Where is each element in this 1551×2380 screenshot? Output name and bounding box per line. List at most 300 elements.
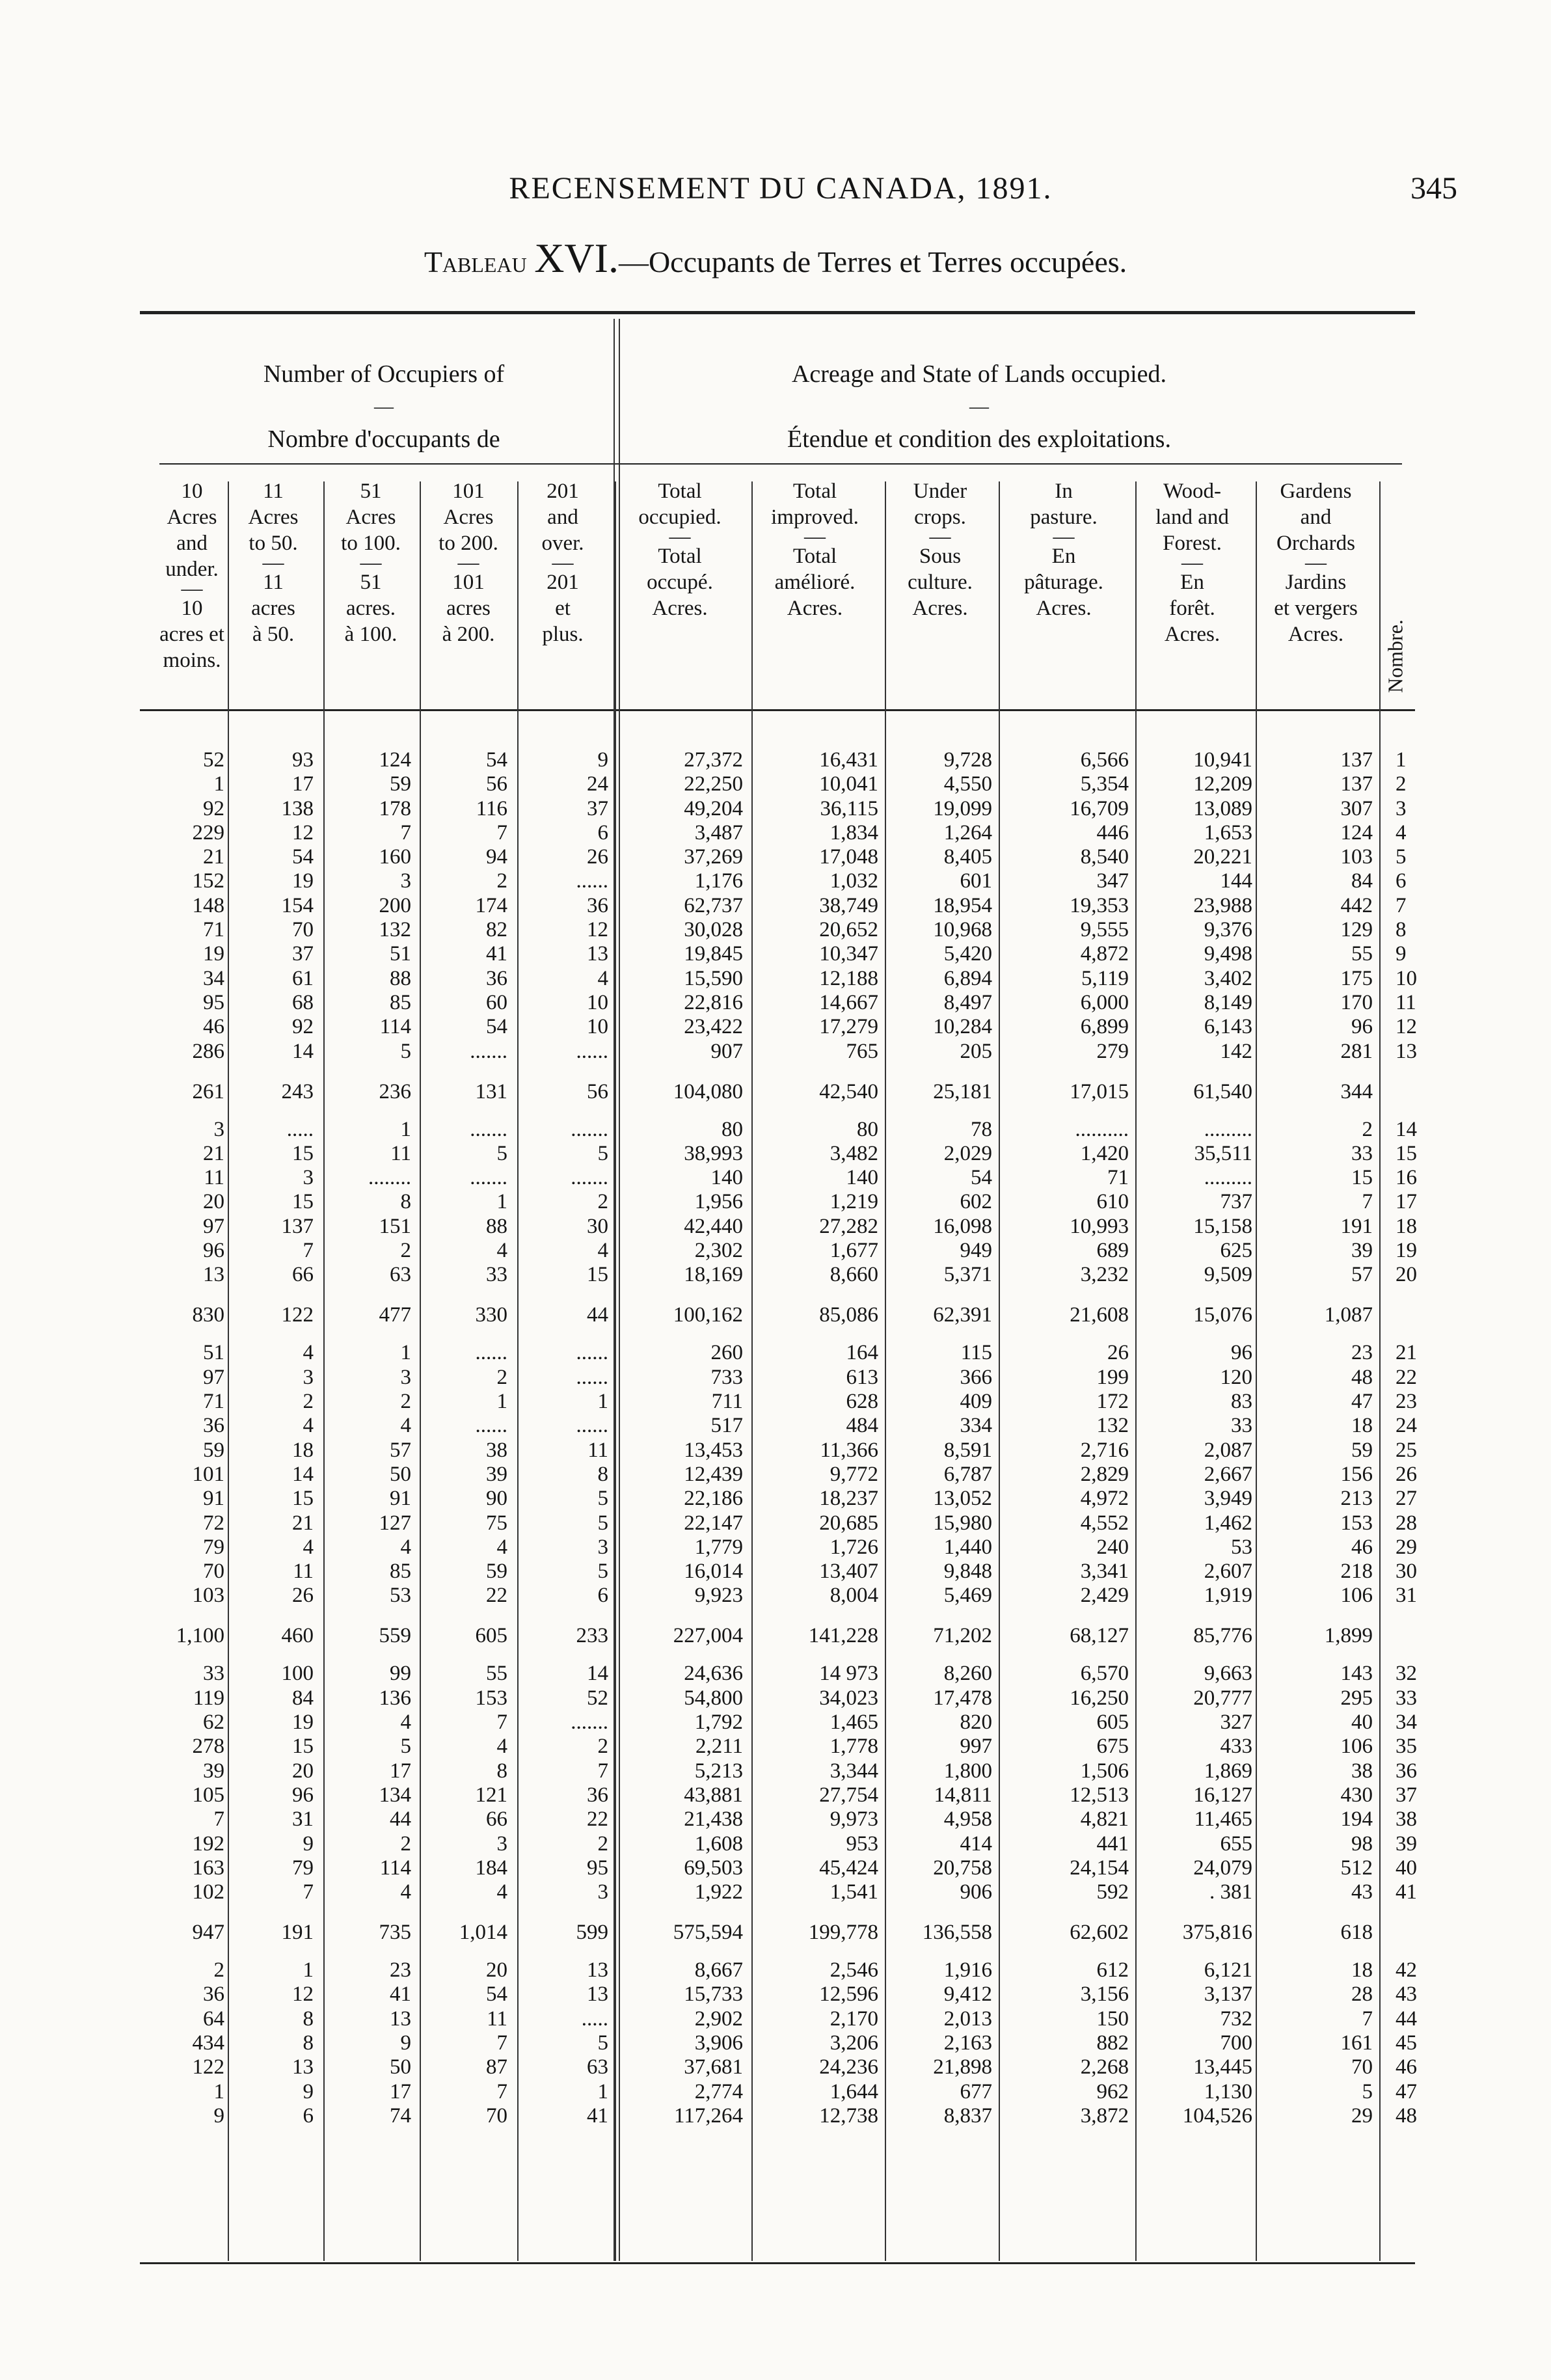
table-cell: 69,503 — [684, 1856, 743, 1880]
column-header-dash: — — [181, 577, 203, 601]
table-row — [0, 1511, 1551, 1535]
table-cell: 907 — [710, 1040, 743, 1063]
table-cell: 24,236 — [819, 2055, 878, 2079]
table-row — [0, 1040, 1551, 1063]
table-cell: 12 — [292, 821, 314, 845]
table-cell: 433 — [1220, 1735, 1252, 1758]
column-header-en-line: and — [176, 532, 208, 555]
acreage-group-header — [621, 348, 1337, 465]
table-cell: 95 — [203, 991, 224, 1014]
table-cell: 97 — [203, 1215, 224, 1238]
table-cell: 5 — [496, 1142, 507, 1165]
row-number: 42 — [1396, 1958, 1417, 1982]
table-cell: 91 — [390, 1487, 411, 1510]
table-row — [0, 1390, 1551, 1413]
table-cell: 517 — [710, 1414, 743, 1437]
table-total-row — [0, 1624, 1551, 1647]
table-cell: 106 — [1340, 1735, 1373, 1758]
table-cell: 37 — [587, 797, 608, 820]
table-cell: 24,079 — [1193, 1856, 1252, 1880]
table-cell: 16,431 — [819, 748, 878, 772]
table-cell: 64 — [203, 2007, 224, 2031]
table-cell: 52 — [203, 748, 224, 772]
table-cell: 1,800 — [943, 1759, 992, 1783]
table-cell: 1,834 — [829, 821, 878, 845]
table-total-row — [0, 1921, 1551, 1944]
table-cell: 307 — [1340, 797, 1373, 820]
row-number: 43 — [1396, 1982, 1417, 2006]
table-cell: 59 — [203, 1439, 224, 1462]
table-cell: 559 — [379, 1624, 411, 1647]
table-cell: 124 — [379, 748, 411, 772]
table-cell: 132 — [379, 918, 411, 941]
table-cell: 37,681 — [684, 2055, 743, 2079]
table-cell: 4 — [400, 1711, 411, 1734]
table-cell: 41 — [587, 2104, 608, 2128]
column-header-fr-line: Total — [792, 545, 837, 568]
table-cell: ...... — [475, 1341, 507, 1364]
table-cell: 3,402 — [1204, 967, 1252, 990]
table-caption: —Occupants de Terres et Terres occupées. — [618, 245, 1127, 278]
column-header-en-line: Gardens — [1280, 480, 1352, 503]
table-cell: 1,465 — [829, 1711, 878, 1734]
table-cell: 733 — [710, 1366, 743, 1389]
table-cell: 174 — [475, 894, 507, 917]
table-cell: 962 — [1096, 2080, 1129, 2103]
column-header-en-line: to 100. — [341, 532, 401, 555]
table-cell: 227,004 — [673, 1624, 743, 1647]
table-cell: 12,513 — [1070, 1783, 1129, 1807]
column-header-fr-line: amélioré. — [774, 571, 856, 594]
table-cell: 131 — [475, 1080, 507, 1103]
table-cell: ......... — [1204, 1118, 1252, 1141]
row-number: 29 — [1396, 1535, 1417, 1559]
table-cell: 200 — [379, 894, 411, 917]
column-header-en-line: Acres — [167, 506, 217, 529]
table-cell: 21,438 — [684, 1807, 743, 1831]
table-cell: 9,923 — [694, 1584, 743, 1607]
table-cell: 21 — [203, 845, 224, 869]
table-cell: 87 — [486, 2055, 507, 2079]
row-number: 36 — [1396, 1759, 1417, 1783]
table-cell: 2 — [400, 1390, 411, 1413]
table-cell: 4,872 — [1080, 942, 1129, 966]
table-cell: 830 — [192, 1303, 224, 1327]
table-cell: 10 — [587, 991, 608, 1014]
table-cell: 9 — [213, 2104, 224, 2128]
row-number: 18 — [1396, 1215, 1417, 1238]
column-header — [1256, 478, 1376, 647]
table-cell: 2 — [1362, 1118, 1373, 1141]
table-cell: 153 — [475, 1686, 507, 1710]
table-cell: ....... — [571, 1166, 608, 1189]
table-cell: 12,188 — [819, 967, 878, 990]
table-row — [0, 1958, 1551, 1982]
table-cell: 15,076 — [1193, 1303, 1252, 1327]
column-header-dash: — — [262, 551, 284, 575]
table-row — [0, 1783, 1551, 1807]
table-cell: 3 — [597, 1880, 608, 1904]
table-row — [0, 1735, 1551, 1758]
table-cell: 3 — [496, 1832, 507, 1856]
row-number: 48 — [1396, 2104, 1417, 2128]
table-cell: 18,169 — [684, 1263, 743, 1286]
table-cell: 17 — [390, 1759, 411, 1783]
table-cell: 8,260 — [943, 1662, 992, 1685]
column-header-en-line: Orchards — [1276, 532, 1355, 555]
column-header-fr-line: Acres. — [1164, 623, 1221, 646]
table-cell: 14 — [587, 1662, 608, 1685]
table-cell: 3 — [400, 1366, 411, 1389]
table-cell: 765 — [846, 1040, 878, 1063]
table-cell: ...... — [576, 1414, 608, 1437]
table-cell: 261 — [192, 1080, 224, 1103]
table-cell: 68,127 — [1070, 1624, 1129, 1647]
table-cell: 48 — [1351, 1366, 1373, 1389]
table-cell: 3,137 — [1204, 1982, 1252, 2006]
table-cell: 55 — [486, 1662, 507, 1685]
table-cell: 2,302 — [694, 1239, 743, 1262]
table-cell: 104,526 — [1182, 2104, 1252, 2128]
table-row — [0, 1584, 1551, 1607]
row-number: 9 — [1396, 942, 1407, 966]
table-row — [0, 772, 1551, 796]
table-row — [0, 1711, 1551, 1734]
column-header-fr-line: 10 — [181, 597, 203, 620]
table-row — [0, 1880, 1551, 1904]
table-cell: 10,993 — [1070, 1215, 1129, 1238]
table-cell: 24 — [587, 772, 608, 796]
row-number: 14 — [1396, 1118, 1417, 1141]
bottom-rule — [140, 2262, 1415, 2264]
column-header-en-line: crops. — [914, 506, 966, 529]
table-cell: 17,048 — [819, 845, 878, 869]
table-title — [0, 234, 1551, 282]
table-cell: 19,099 — [933, 797, 992, 820]
row-number: 21 — [1396, 1341, 1417, 1364]
row-number: 39 — [1396, 1832, 1417, 1856]
table-cell: 93 — [292, 748, 314, 772]
table-cell: 51 — [390, 942, 411, 966]
occupiers-header-fr: Nombre d'occupants de — [267, 426, 500, 453]
table-cell: 1 — [400, 1118, 411, 1141]
table-cell: 15,980 — [933, 1511, 992, 1535]
table-cell: 37 — [292, 942, 314, 966]
table-cell: 5 — [597, 2031, 608, 2055]
table-cell: 2,774 — [694, 2080, 743, 2103]
table-cell: 82 — [486, 918, 507, 941]
table-cell: 6,570 — [1080, 1662, 1129, 1685]
table-cell: 20 — [486, 1958, 507, 1982]
row-number: 1 — [1396, 748, 1407, 772]
table-cell: 9,848 — [943, 1560, 992, 1583]
table-cell: 3,906 — [694, 2031, 743, 2055]
table-cell: 213 — [1340, 1487, 1373, 1510]
column-header-en-line: under. — [165, 558, 219, 581]
table-cell: 54 — [292, 845, 314, 869]
table-cell: 625 — [1220, 1239, 1252, 1262]
table-cell: 1,869 — [1204, 1759, 1252, 1783]
table-cell: 735 — [379, 1921, 411, 1944]
column-header-en-line: 51 — [360, 480, 382, 503]
table-cell: 22,147 — [684, 1511, 743, 1535]
table-cell: 79 — [292, 1856, 314, 1880]
table-cell: 15,733 — [684, 1982, 743, 2006]
table-cell: 1,440 — [943, 1535, 992, 1559]
table-cell: 1,956 — [694, 1190, 743, 1213]
table-cell: 3 — [303, 1366, 314, 1389]
table-cell: 23,988 — [1193, 894, 1252, 917]
row-number: 41 — [1396, 1880, 1417, 1904]
row-number: 7 — [1396, 894, 1407, 917]
table-cell: 1,130 — [1204, 2080, 1252, 2103]
table-cell: 12,439 — [684, 1463, 743, 1486]
table-cell: 24,154 — [1070, 1856, 1129, 1880]
row-number: 47 — [1396, 2080, 1417, 2103]
column-header-en-line: Acres — [248, 506, 299, 529]
table-cell: 409 — [960, 1390, 992, 1413]
row-number: 35 — [1396, 1735, 1417, 1758]
table-cell: 2,268 — [1080, 2055, 1129, 2079]
table-cell: 17 — [292, 772, 314, 796]
table-cell: 83 — [1231, 1390, 1252, 1413]
table-row — [0, 1263, 1551, 1286]
column-header-fr-line: Jardins — [1285, 571, 1347, 594]
table-cell: 172 — [1096, 1390, 1129, 1413]
table-cell: 151 — [379, 1215, 411, 1238]
table-cell: 14 — [292, 1040, 314, 1063]
table-cell: 40 — [1351, 1711, 1373, 1734]
column-header-en-line: land and — [1155, 506, 1229, 529]
table-cell: 4,958 — [943, 1807, 992, 1831]
table-cell: 46 — [1351, 1535, 1373, 1559]
table-cell: 1,779 — [694, 1535, 743, 1559]
table-cell: 20,685 — [819, 1511, 878, 1535]
table-cell: 906 — [960, 1880, 992, 1904]
table-row — [0, 1215, 1551, 1238]
table-cell: 19 — [203, 942, 224, 966]
column-header-en-line: to 50. — [249, 532, 298, 555]
table-cell: 11 — [390, 1142, 411, 1165]
column-header-en-line: occupied. — [638, 506, 722, 529]
table-cell: 191 — [1340, 1215, 1373, 1238]
row-number: 40 — [1396, 1856, 1417, 1880]
table-cell: 233 — [576, 1624, 608, 1647]
table-cell: 4,550 — [943, 772, 992, 796]
column-header-dash: — — [929, 525, 951, 548]
table-cell: 137 — [1340, 772, 1373, 796]
table-cell: 334 — [960, 1414, 992, 1437]
table-cell: 4 — [597, 1239, 608, 1262]
table-cell: 43,881 — [684, 1783, 743, 1807]
table-cell: 23 — [390, 1958, 411, 1982]
table-cell: 84 — [292, 1686, 314, 1710]
row-number: 12 — [1396, 1015, 1417, 1038]
table-cell: 20 — [292, 1759, 314, 1783]
table-cell: 612 — [1096, 1958, 1129, 1982]
table-cell: 1 — [597, 1390, 608, 1413]
table-cell: .......... — [1075, 1118, 1129, 1141]
table-cell: 54 — [971, 1166, 992, 1189]
table-row — [0, 1414, 1551, 1437]
table-cell: 240 — [1096, 1535, 1129, 1559]
table-cell: 4,552 — [1080, 1511, 1129, 1535]
table-cell: 103 — [192, 1584, 224, 1607]
top-rule — [140, 311, 1415, 314]
table-cell: 15 — [292, 1487, 314, 1510]
table-cell: 15 — [292, 1190, 314, 1213]
table-row — [0, 1015, 1551, 1038]
table-cell: 42,440 — [684, 1215, 743, 1238]
table-cell: 13 — [390, 2007, 411, 2031]
table-cell: 15 — [1351, 1166, 1373, 1189]
table-cell: 17,015 — [1070, 1080, 1129, 1103]
table-cell: 10,968 — [933, 918, 992, 941]
table-cell: 575,594 — [673, 1921, 743, 1944]
table-cell: 605 — [475, 1624, 507, 1647]
table-cell: 13 — [292, 2055, 314, 2079]
table-cell: 618 — [1340, 1921, 1373, 1944]
table-cell: 120 — [1220, 1366, 1252, 1389]
table-cell: ...... — [576, 869, 608, 893]
table-cell: 602 — [960, 1190, 992, 1213]
table-cell: 20,758 — [933, 1856, 992, 1880]
table-cell: 54 — [486, 748, 507, 772]
table-cell: 13,445 — [1193, 2055, 1252, 2079]
table-cell: 4 — [597, 967, 608, 990]
table-cell: 6,121 — [1204, 1958, 1252, 1982]
table-cell: 3,341 — [1080, 1560, 1129, 1583]
table-cell: 75 — [486, 1511, 507, 1535]
table-cell: 13 — [587, 1958, 608, 1982]
table-cell: 178 — [379, 797, 411, 820]
table-cell: 103 — [1340, 845, 1373, 869]
table-cell: 949 — [960, 1239, 992, 1262]
row-number: 5 — [1396, 845, 1407, 869]
table-cell: 5,420 — [943, 942, 992, 966]
table-cell: 34,023 — [819, 1686, 878, 1710]
table-cell: 68 — [292, 991, 314, 1014]
column-header-en-line: 201 — [546, 480, 579, 503]
table-cell: 9,663 — [1204, 1662, 1252, 1685]
table-cell: 70 — [1351, 2055, 1373, 2079]
row-number: 27 — [1396, 1487, 1417, 1510]
table-cell: 36 — [587, 894, 608, 917]
table-cell: 12,209 — [1193, 772, 1252, 796]
table-cell: 2,429 — [1080, 1584, 1129, 1607]
table-cell: 3 — [400, 869, 411, 893]
table-cell: ..... — [581, 2007, 608, 2031]
table-cell: 711 — [711, 1390, 743, 1413]
row-number: 30 — [1396, 1560, 1417, 1583]
table-cell: 732 — [1220, 2007, 1252, 2031]
row-number: 24 — [1396, 1414, 1417, 1437]
table-cell: 105 — [192, 1783, 224, 1807]
table-cell: 25,181 — [933, 1080, 992, 1103]
table-cell: 63 — [390, 1263, 411, 1286]
table-row — [0, 1487, 1551, 1510]
table-row — [0, 1535, 1551, 1559]
table-cell: 160 — [379, 845, 411, 869]
table-cell: 20,777 — [1193, 1686, 1252, 1710]
table-cell: 1,087 — [1324, 1303, 1373, 1327]
row-number: 31 — [1396, 1584, 1417, 1607]
table-cell: 4 — [400, 1535, 411, 1559]
table-cell: 628 — [846, 1390, 878, 1413]
table-cell: 80 — [722, 1118, 743, 1141]
table-row — [0, 1166, 1551, 1189]
table-cell: 51 — [203, 1341, 224, 1364]
table-cell: 27,282 — [819, 1215, 878, 1238]
table-cell: 13,407 — [819, 1560, 878, 1583]
row-number: 45 — [1396, 2031, 1417, 2055]
row-number: 38 — [1396, 1807, 1417, 1831]
table-row — [0, 894, 1551, 917]
table-cell: 92 — [203, 797, 224, 820]
row-number: 6 — [1396, 869, 1407, 893]
table-cell: 8,497 — [943, 991, 992, 1014]
table-cell: 3 — [303, 1166, 314, 1189]
table-row — [0, 1686, 1551, 1710]
table-cell: 5 — [597, 1511, 608, 1535]
table-cell: 953 — [846, 1832, 878, 1856]
table-cell: 96 — [1351, 1015, 1373, 1038]
table-cell: 4 — [496, 1239, 507, 1262]
table-row — [0, 1118, 1551, 1141]
table-cell: 5 — [400, 1040, 411, 1063]
table-cell: 63 — [587, 2055, 608, 2079]
table-cell: 127 — [379, 1511, 411, 1535]
table-cell: ..... — [286, 1118, 314, 1141]
table-row — [0, 797, 1551, 820]
row-number: 2 — [1396, 772, 1407, 796]
table-cell: 12,596 — [819, 1982, 878, 2006]
table-cell: 71 — [203, 918, 224, 941]
table-cell: 38 — [1351, 1759, 1373, 1783]
table-cell: 13 — [203, 1263, 224, 1286]
column-header — [615, 478, 745, 621]
column-header-en-line: 11 — [263, 480, 284, 503]
table-cell: 6,899 — [1080, 1015, 1129, 1038]
table-cell: 15,158 — [1193, 1215, 1252, 1238]
table-row — [0, 2055, 1551, 2079]
table-cell: 153 — [1340, 1511, 1373, 1535]
acreage-header-en: Acreage and State of Lands occupied. — [791, 360, 1167, 388]
table-cell: 100,162 — [673, 1303, 743, 1327]
table-row — [0, 942, 1551, 966]
table-cell: 106 — [1340, 1584, 1373, 1607]
table-row — [0, 991, 1551, 1014]
table-row — [0, 1239, 1551, 1262]
table-cell: 5 — [1362, 2080, 1373, 2103]
table-cell: 1,608 — [694, 1832, 743, 1856]
table-cell: 21,608 — [1070, 1303, 1129, 1327]
table-cell: 11 — [587, 1439, 608, 1462]
table-cell: 8,667 — [694, 1958, 743, 1982]
table-cell: 194 — [1340, 1807, 1373, 1831]
table-cell: 677 — [960, 2080, 992, 2103]
table-cell: 142 — [1220, 1040, 1252, 1063]
table-cell: 52 — [587, 1686, 608, 1710]
table-cell: 9,728 — [943, 748, 992, 772]
table-cell: 115 — [960, 1341, 992, 1364]
column-header-fr-line: 51 — [360, 571, 382, 594]
table-cell: 2 — [597, 1190, 608, 1213]
table-cell: 36,115 — [820, 797, 878, 820]
table-cell: 23 — [1351, 1341, 1373, 1364]
table-cell: 137 — [1340, 748, 1373, 772]
table-cell: 5,469 — [943, 1584, 992, 1607]
